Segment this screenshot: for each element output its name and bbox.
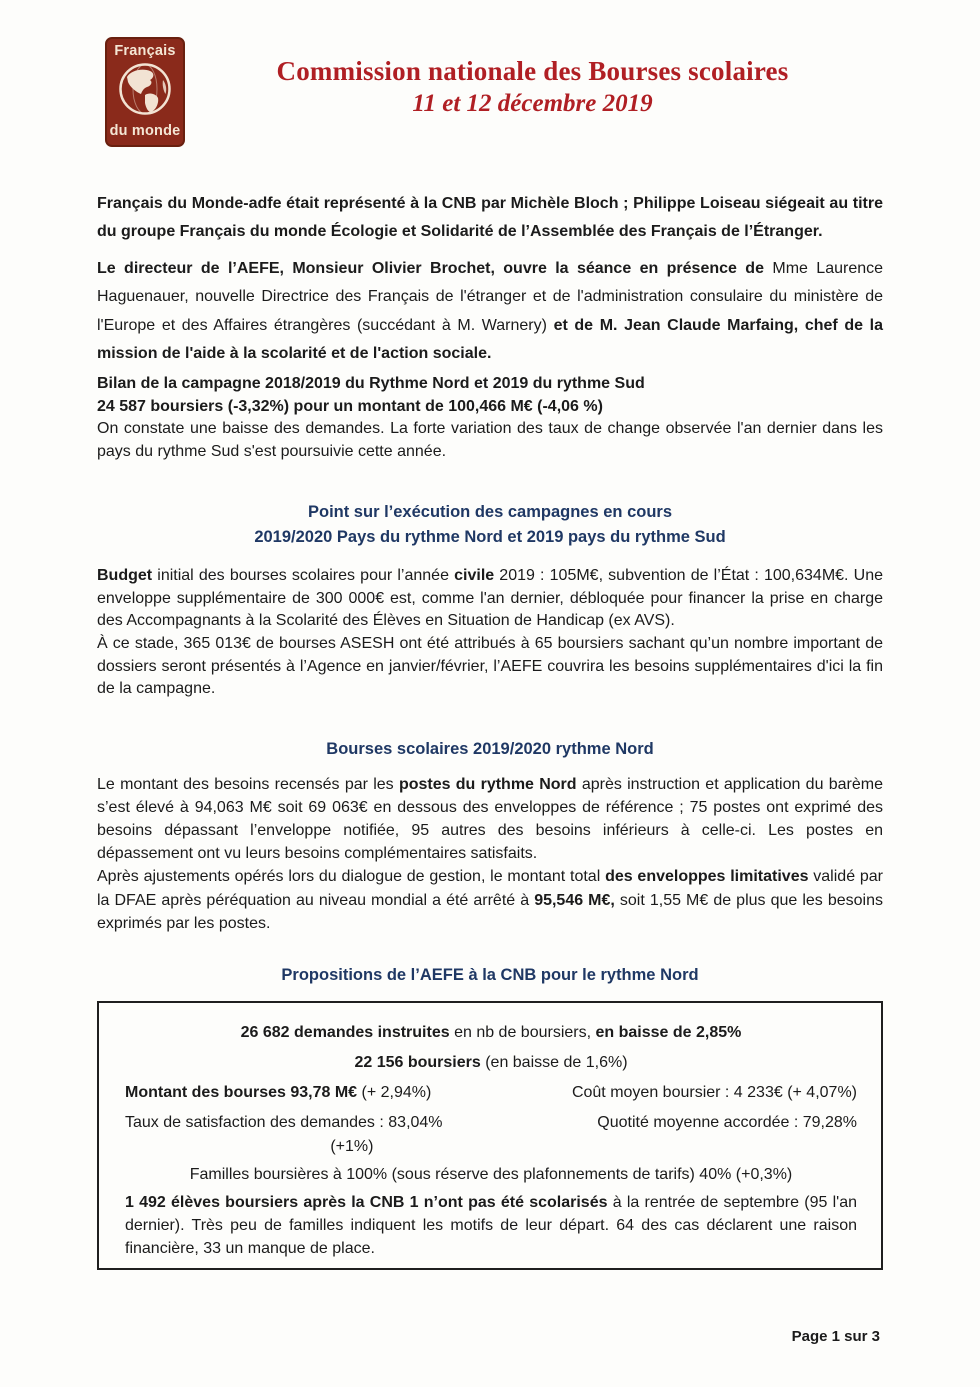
bourses-paragraph-1 xyxy=(97,773,883,866)
box-cell-taux: Taux de satisfaction des demandes : 83,04% xyxy=(125,1113,443,1131)
box-paragraph-eleves xyxy=(125,1191,857,1261)
box-row-boursiers xyxy=(125,1053,857,1073)
bilan-heading-line: Bilan de la campagne 2018/2019 du Rythme Nord et 2019 du rythme Sud xyxy=(97,374,645,392)
campagnes-heading-line1: Point sur l’exécution des campagnes en cours xyxy=(307,502,673,521)
directors-bold-lead: Le directeur de l’AEFE, Monsieur Olivier Brochet, ouvre la séance en présence de xyxy=(97,259,773,277)
campagnes-heading-line2: 2019/2020 Pays du rythme Nord et 2019 pays du rythme Sud xyxy=(254,528,726,547)
section-heading-campagnes xyxy=(97,500,883,551)
budget-regular-1: initial des bourses scolaires pour l’année xyxy=(152,566,455,584)
budget-regular-2: 2019 : 105M€, subvention de l’État : 100,634M€. Une enveloppe supplémentaire de 300 000€ est, comme l'an dernier, débloquée pour financer la prise en charge des Accompagnants à la Scolarité des Élèves en Situation de Handicap (ex AVS). xyxy=(97,566,883,630)
bourses-p2-regular-2: validé par la DFAE après péréquation au niveau mondial a été arrêté à xyxy=(97,868,884,909)
section-heading-propositions: Propositions de l’AEFE à la CNB pour le rythme Nord xyxy=(281,966,699,984)
budget-paragraph-2: À ce stade, 365 013€ de bourses ASESH ont été attribués à 65 boursiers sachant qu’un nombre important de dossiers seront présentés à l’Agence en janvier/février, l’AEFE couvrira les besoins supplémentaires d'ici la fin de la campagne. xyxy=(97,634,883,698)
demandes-regular: en nb de boursiers, xyxy=(449,1023,596,1041)
budget-bold-2: civile xyxy=(454,566,495,584)
page-number: Page 1 sur 3 xyxy=(791,1328,880,1345)
eleves-bold: 1 492 élèves boursiers après la CNB 1 n’ont pas été scolarisés xyxy=(125,1193,608,1211)
box-row-demandes xyxy=(125,1023,857,1043)
demandes-bold-2: en baisse de 2,85% xyxy=(595,1023,742,1041)
box-row-plus-un: (+1%) xyxy=(330,1137,374,1155)
bourses-p2-regular-1: Après ajustements opérés lors du dialogue de gestion, le montant total xyxy=(97,868,606,886)
box-cell-montant xyxy=(125,1083,431,1103)
demandes-bold-1: 26 682 demandes instruites xyxy=(240,1023,450,1041)
budget-paragraph xyxy=(97,565,883,633)
eleves-regular: à la rentrée de septembre (95 l'an dernier). Très peu de familles indiquent les motifs de leur départ. 64 des cas déclarent une raison financière, 33 un manque de place. xyxy=(125,1193,858,1257)
section-heading-bourses-nord: Bourses scolaires 2019/2020 rythme Nord xyxy=(326,740,654,759)
logo-text-top: Français xyxy=(114,43,176,59)
boursiers-regular: (en baisse de 1,6%) xyxy=(480,1053,628,1071)
propositions-box xyxy=(97,1001,883,1271)
bourses-p2-bold-1: des enveloppes limitatives xyxy=(605,868,809,886)
francais-du-monde-logo xyxy=(105,37,185,147)
document-title: Commission nationale des Bourses scolaires xyxy=(276,56,789,86)
box-row-montant-cout xyxy=(125,1083,857,1103)
bourses-paragraph-2 xyxy=(97,865,883,935)
box-cell-quotite: Quotité moyenne accordée : 79,28% xyxy=(597,1113,857,1131)
montant-bold: Montant des bourses 93,78 M€ xyxy=(125,1083,358,1101)
logo-text-bottom: du monde xyxy=(109,122,181,139)
document-body xyxy=(97,190,883,1270)
box-row-taux-quotite xyxy=(125,1113,857,1133)
bilan-subheading-line: 24 587 boursiers (-3,32%) pour un montant de 100,466 M€ (-4,06 %) xyxy=(97,397,603,415)
intro-paragraph: Français du Monde-adfe était représenté à la CNB par Michèle Bloch ; Philippe Loiseau siégeait au titre du groupe Français du monde Écologie et Solidarité de l’Assemblée des Français de l’Étranger. xyxy=(97,195,883,241)
bourses-p1-regular-2: après instruction et application du barème s’est élevé à 94,063 M€ soit 69 063€ en dessous des enveloppes de référence ; 75 postes ont exprimé des besoins dépassant l’enveloppe notifiée, 95 autres des besoins inférieurs à celle-ci. Les postes en dépassement ont vu leurs besoins complémentaires satisfaits. xyxy=(97,775,883,863)
globe-icon xyxy=(117,61,173,122)
bilan-body: On constate une baisse des demandes. La forte variation des taux de change observée l'an dernier dans les pays du rythme Sud s'est poursuivie cette année. xyxy=(97,420,883,460)
directors-bold-tail: et de M. Jean Claude Marfaing, chef de la mission de l'aide à la scolarité et de l'action sociale. xyxy=(97,316,883,363)
bilan-section xyxy=(97,373,883,464)
directors-regular: Mme Laurence Haguenauer, nouvelle Directrice des Français de l'étranger et de l'administration consulaire du ministère de l'Europe et des Affaires étrangères (succédant à M. Warnery) xyxy=(97,259,884,334)
bourses-p2-bold-2: 95,546 M€, xyxy=(534,891,615,909)
montant-regular: (+ 2,94%) xyxy=(357,1083,432,1101)
document-date: 11 et 12 décembre 2019 xyxy=(412,90,653,118)
directors-paragraph xyxy=(97,255,883,369)
budget-bold-1: Budget xyxy=(97,566,153,584)
bourses-p1-regular-1: Le montant des besoins recensés par les xyxy=(97,775,399,793)
page-footer xyxy=(792,1328,880,1345)
bourses-p2-regular-3: soit 1,55 M€ de plus que les besoins exprimés par les postes. xyxy=(97,891,883,932)
page-header xyxy=(130,0,935,118)
boursiers-bold: 22 156 boursiers xyxy=(354,1053,481,1071)
box-cell-cout-moyen: Coût moyen boursier : 4 233€ (+ 4,07%) xyxy=(571,1083,857,1101)
bourses-p1-bold: postes du rythme Nord xyxy=(398,775,577,793)
box-row-familles: Familles boursières à 100% (sous réserve des plafonnements de tarifs) 40% (+0,3%) xyxy=(189,1165,793,1183)
